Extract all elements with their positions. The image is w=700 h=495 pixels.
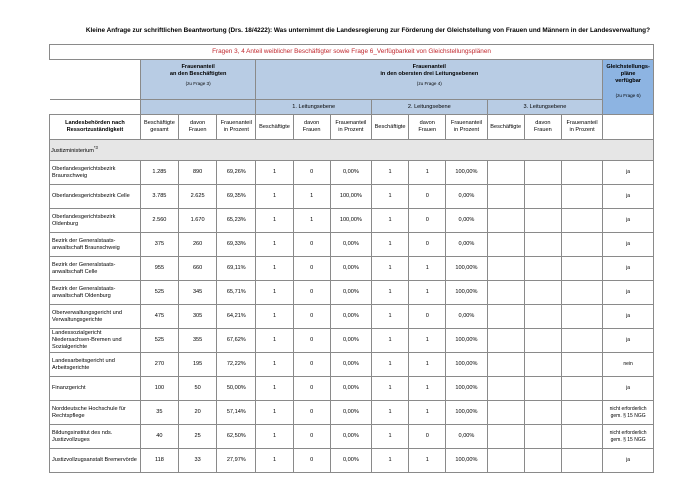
level-1-women: 0 xyxy=(293,353,330,377)
women-count: 25 xyxy=(179,425,217,449)
level-1-employees: 1 xyxy=(256,425,293,449)
level-3-women xyxy=(524,377,561,401)
level-2-employees: 1 xyxy=(372,281,409,305)
level-2-women: 1 xyxy=(409,377,446,401)
table-row xyxy=(50,353,654,377)
level-1-employees: 1 xyxy=(256,305,293,329)
level-2-share: 0,00% xyxy=(446,209,487,233)
level-2-share: 0,00% xyxy=(446,425,487,449)
level-2-employees: 1 xyxy=(372,257,409,281)
level-1-women: 0 xyxy=(293,161,330,185)
equality-plan-available: ja xyxy=(603,449,654,473)
level-3-employees xyxy=(487,161,524,185)
level-1-employees: 1 xyxy=(256,209,293,233)
employees-total: 118 xyxy=(140,449,178,473)
equality-plan-available: ja xyxy=(603,281,654,305)
women-share: 27,97% xyxy=(217,449,256,473)
women-share: 69,26% xyxy=(217,161,256,185)
employees-total: 375 xyxy=(140,233,178,257)
equality-plan-available: ja xyxy=(603,377,654,401)
level-2-women: 0 xyxy=(409,209,446,233)
level-2-women: 0 xyxy=(409,185,446,209)
employees-total: 955 xyxy=(140,257,178,281)
employees-total: 2.560 xyxy=(140,209,178,233)
level-2-employees: 1 xyxy=(372,233,409,257)
level-2-women: 1 xyxy=(409,281,446,305)
level-2-women: 1 xyxy=(409,449,446,473)
level-3-share xyxy=(561,305,602,329)
level-2-employees: 1 xyxy=(372,401,409,425)
level-2-share: 0,00% xyxy=(446,185,487,209)
level-3-employees-header: Beschäftigte xyxy=(487,115,524,140)
level-2-share: 100,00% xyxy=(446,401,487,425)
level-3-employees xyxy=(487,377,524,401)
women-share: 65,71% xyxy=(217,281,256,305)
section-header: Justizministerium$^{*3}$ xyxy=(50,140,654,161)
level-3-women xyxy=(524,305,561,329)
level-2-women: 1 xyxy=(409,161,446,185)
women-share: 67,62% xyxy=(217,329,256,353)
level-3-employees xyxy=(487,329,524,353)
women-share: 64,21% xyxy=(217,305,256,329)
level-3-share xyxy=(561,257,602,281)
level-1-share: 0,00% xyxy=(330,425,371,449)
level-1-share: 0,00% xyxy=(330,377,371,401)
women-count: 1.670 xyxy=(179,209,217,233)
level-3-employees xyxy=(487,209,524,233)
level-1-share: 0,00% xyxy=(330,305,371,329)
level-3-women xyxy=(524,449,561,473)
equality-plan-available: ja xyxy=(603,329,654,353)
level-3-share xyxy=(561,353,602,377)
level-3-women xyxy=(524,233,561,257)
women-count: 660 xyxy=(179,257,217,281)
authority-name: Oberlandesgerichtsbezirk Braunschweig xyxy=(50,161,141,185)
women-count: 195 xyxy=(179,353,217,377)
level-3-employees xyxy=(487,281,524,305)
level-3-share xyxy=(561,425,602,449)
level-1-employees: 1 xyxy=(256,401,293,425)
level-1-women: 0 xyxy=(293,401,330,425)
level-3-women xyxy=(524,257,561,281)
authority-name: Norddeutsche Hochschule für Rechtspflege xyxy=(50,401,141,425)
authority-column-header: Landesbehörden nach Ressortzuständigkeit xyxy=(50,115,141,140)
level-1-share: 100,00% xyxy=(330,209,371,233)
employees-total: 525 xyxy=(140,329,178,353)
table-row xyxy=(50,329,654,353)
level-2-header: 2. Leitungsebene xyxy=(372,100,488,115)
authority-name: Oberlandesgerichtsbezirk Celle xyxy=(50,185,141,209)
level-1-share-header: Frauenanteil in Prozent xyxy=(330,115,371,140)
women-count: 355 xyxy=(179,329,217,353)
employees-total: 35 xyxy=(140,401,178,425)
level-2-share: 0,00% xyxy=(446,233,487,257)
level-3-share xyxy=(561,209,602,233)
level-1-employees: 1 xyxy=(256,161,293,185)
women-count: 50 xyxy=(179,377,217,401)
table-row xyxy=(50,161,654,185)
level-3-employees xyxy=(487,425,524,449)
women-share: 69,33% xyxy=(217,233,256,257)
level-3-women xyxy=(524,185,561,209)
equality-plan-available: nicht erforderlich gem. § 15 NGG xyxy=(603,425,654,449)
level-1-women: 1 xyxy=(293,185,330,209)
equality-plan-available: ja xyxy=(603,161,654,185)
level-2-women: 0 xyxy=(409,305,446,329)
level-2-employees: 1 xyxy=(372,329,409,353)
level-3-header: 3. Leitungsebene xyxy=(487,100,603,115)
level-2-women: 1 xyxy=(409,329,446,353)
level-2-employees: 1 xyxy=(372,161,409,185)
equality-plan-available: nicht erforderlich gem. § 15 NGG xyxy=(603,401,654,425)
level-1-employees: 1 xyxy=(256,233,293,257)
level-3-share xyxy=(561,377,602,401)
authority-name: Finanzgericht xyxy=(50,377,141,401)
level-2-share: 100,00% xyxy=(446,377,487,401)
leadership-share-header: Frauenanteil in den obersten drei Leitungsebenen (zu Frage 4) xyxy=(256,60,603,100)
level-2-women-header: davon Frauen xyxy=(409,115,446,140)
equality-plan-available: ja xyxy=(603,305,654,329)
equality-plan-available: ja xyxy=(603,257,654,281)
employees-total: 270 xyxy=(140,353,178,377)
level-3-share xyxy=(561,233,602,257)
women-share: 69,11% xyxy=(217,257,256,281)
level-3-share xyxy=(561,185,602,209)
authority-name: Bezirk der Generalstaats-anwaltschaft Oldenburg xyxy=(50,281,141,305)
level-1-women: 0 xyxy=(293,233,330,257)
level-3-employees xyxy=(487,257,524,281)
women-share: 65,23% xyxy=(217,209,256,233)
level-3-share xyxy=(561,281,602,305)
equality-plan-available: ja xyxy=(603,209,654,233)
employees-total: 475 xyxy=(140,305,178,329)
level-2-employees: 1 xyxy=(372,185,409,209)
level-1-women-header: davon Frauen xyxy=(293,115,330,140)
employees-total: 100 xyxy=(140,377,178,401)
authority-name: Oberlandesgerichtsbezirk Oldenburg xyxy=(50,209,141,233)
level-1-women: 0 xyxy=(293,449,330,473)
employees-total: 3.785 xyxy=(140,185,178,209)
level-2-women: 1 xyxy=(409,401,446,425)
level-2-women: 1 xyxy=(409,257,446,281)
level-2-share: 100,00% xyxy=(446,281,487,305)
level-2-share-header: Frauenanteil in Prozent xyxy=(446,115,487,140)
level-2-employees: 1 xyxy=(372,377,409,401)
authority-name: Bezirk der Generalstaats-anwaltschaft Celle xyxy=(50,257,141,281)
level-1-women: 0 xyxy=(293,257,330,281)
table-row xyxy=(50,209,654,233)
level-2-share: 0,00% xyxy=(446,305,487,329)
level-1-employees: 1 xyxy=(256,377,293,401)
authority-name: Landesarbeitsgericht und Arbeitsgerichte xyxy=(50,353,141,377)
level-3-women xyxy=(524,425,561,449)
table-row xyxy=(50,449,654,473)
table-row xyxy=(50,257,654,281)
table-row xyxy=(50,401,654,425)
women-share-header: Frauenanteil in Prozent xyxy=(217,115,256,140)
level-3-employees xyxy=(487,449,524,473)
level-1-women: 0 xyxy=(293,281,330,305)
level-3-women xyxy=(524,353,561,377)
women-count: 260 xyxy=(179,233,217,257)
level-1-share: 100,00% xyxy=(330,185,371,209)
employees-total: 525 xyxy=(140,281,178,305)
level-3-women xyxy=(524,401,561,425)
level-2-employees: 1 xyxy=(372,425,409,449)
level-1-share: 0,00% xyxy=(330,329,371,353)
level-3-women xyxy=(524,329,561,353)
level-3-women xyxy=(524,281,561,305)
level-1-employees: 1 xyxy=(256,329,293,353)
equality-plan-available: nein xyxy=(603,353,654,377)
level-1-employees: 1 xyxy=(256,353,293,377)
women-count: 20 xyxy=(179,401,217,425)
level-1-employees: 1 xyxy=(256,257,293,281)
table-row xyxy=(50,425,654,449)
women-share: 50,00% xyxy=(217,377,256,401)
level-2-employees-header: Beschäftigte xyxy=(372,115,409,140)
level-3-women xyxy=(524,161,561,185)
level-3-women-header: davon Frauen xyxy=(524,115,561,140)
level-3-share xyxy=(561,161,602,185)
level-1-women: 0 xyxy=(293,329,330,353)
level-2-women: 1 xyxy=(409,353,446,377)
women-count: 890 xyxy=(179,161,217,185)
employees-total: 40 xyxy=(140,425,178,449)
level-3-share xyxy=(561,449,602,473)
women-count: 33 xyxy=(179,449,217,473)
level-2-women: 0 xyxy=(409,233,446,257)
level-1-women: 0 xyxy=(293,305,330,329)
table-row xyxy=(50,233,654,257)
level-3-employees xyxy=(487,185,524,209)
level-1-header: 1. Leitungsebene xyxy=(256,100,372,115)
table-row xyxy=(50,305,654,329)
statistics-table xyxy=(49,44,654,473)
women-count: 345 xyxy=(179,281,217,305)
level-1-share: 0,00% xyxy=(330,449,371,473)
table-title: Fragen 3, 4 Anteil weiblicher Beschäftigter sowie Frage 6_Verfügbarkeit von Gleichstellungsplänen xyxy=(50,45,654,60)
employees-total: 1.285 xyxy=(140,161,178,185)
authority-name: Oberverwaltungsgericht und Verwaltungsgerichte xyxy=(50,305,141,329)
employees-share-header: Frauenanteil an den Beschäftigten (zu Frage 3) xyxy=(140,60,256,100)
authority-name: Bezirk der Generalstaats-anwaltschaft Braunschweig xyxy=(50,233,141,257)
level-1-women: 0 xyxy=(293,377,330,401)
level-1-employees: 1 xyxy=(256,281,293,305)
employees-total-header: Beschäftigte gesamt xyxy=(140,115,178,140)
level-1-share: 0,00% xyxy=(330,281,371,305)
table-row xyxy=(50,185,654,209)
level-2-share: 100,00% xyxy=(446,329,487,353)
level-2-share: 100,00% xyxy=(446,353,487,377)
equality-plan-available: ja xyxy=(603,185,654,209)
table-row xyxy=(50,377,654,401)
level-1-employees: 1 xyxy=(256,449,293,473)
level-2-employees: 1 xyxy=(372,353,409,377)
women-share: 69,35% xyxy=(217,185,256,209)
women-count: 305 xyxy=(179,305,217,329)
level-2-employees: 1 xyxy=(372,305,409,329)
level-1-women: 0 xyxy=(293,425,330,449)
level-3-share-header: Frauenanteil in Prozent xyxy=(561,115,602,140)
level-3-women xyxy=(524,209,561,233)
authority-name: Bildungsinstitut des nds. Justizvollzuges xyxy=(50,425,141,449)
level-1-women: 1 xyxy=(293,209,330,233)
level-2-employees: 1 xyxy=(372,209,409,233)
level-2-employees: 1 xyxy=(372,449,409,473)
level-1-share: 0,00% xyxy=(330,401,371,425)
level-1-share: 0,00% xyxy=(330,257,371,281)
women-count: 2.625 xyxy=(179,185,217,209)
women-share: 62,50% xyxy=(217,425,256,449)
level-1-share: 0,00% xyxy=(330,353,371,377)
level-1-employees-header: Beschäftigte xyxy=(256,115,293,140)
authority-name: Justizvollzugsanstalt Bremervörde xyxy=(50,449,141,473)
level-2-share: 100,00% xyxy=(446,161,487,185)
level-3-share xyxy=(561,329,602,353)
level-1-share: 0,00% xyxy=(330,161,371,185)
equality-plans-header: Gleichstellungs- pläne verfügbar (zu Frage 6) xyxy=(603,60,654,115)
level-3-share xyxy=(561,401,602,425)
level-1-employees: 1 xyxy=(256,185,293,209)
women-count-header: davon Frauen xyxy=(179,115,217,140)
level-1-share: 0,00% xyxy=(330,233,371,257)
level-3-employees xyxy=(487,401,524,425)
table-row xyxy=(50,281,654,305)
women-share: 57,14% xyxy=(217,401,256,425)
level-3-employees xyxy=(487,305,524,329)
level-2-share: 100,00% xyxy=(446,449,487,473)
level-2-share: 100,00% xyxy=(446,257,487,281)
document-title: Kleine Anfrage zur schriftlichen Beantwortung (Drs. 18/4222): Was unternimmt die Landesregierung zur Förderung der Gleichstellung von Frauen und Männern in der Landesverwaltung? xyxy=(85,27,650,34)
women-share: 72,22% xyxy=(217,353,256,377)
level-2-women: 0 xyxy=(409,425,446,449)
level-3-employees xyxy=(487,233,524,257)
equality-plan-available: ja xyxy=(603,233,654,257)
authority-name: Landessozialgericht Niedersachsen-Bremen und Sozialgerichte xyxy=(50,329,141,353)
level-3-employees xyxy=(487,353,524,377)
